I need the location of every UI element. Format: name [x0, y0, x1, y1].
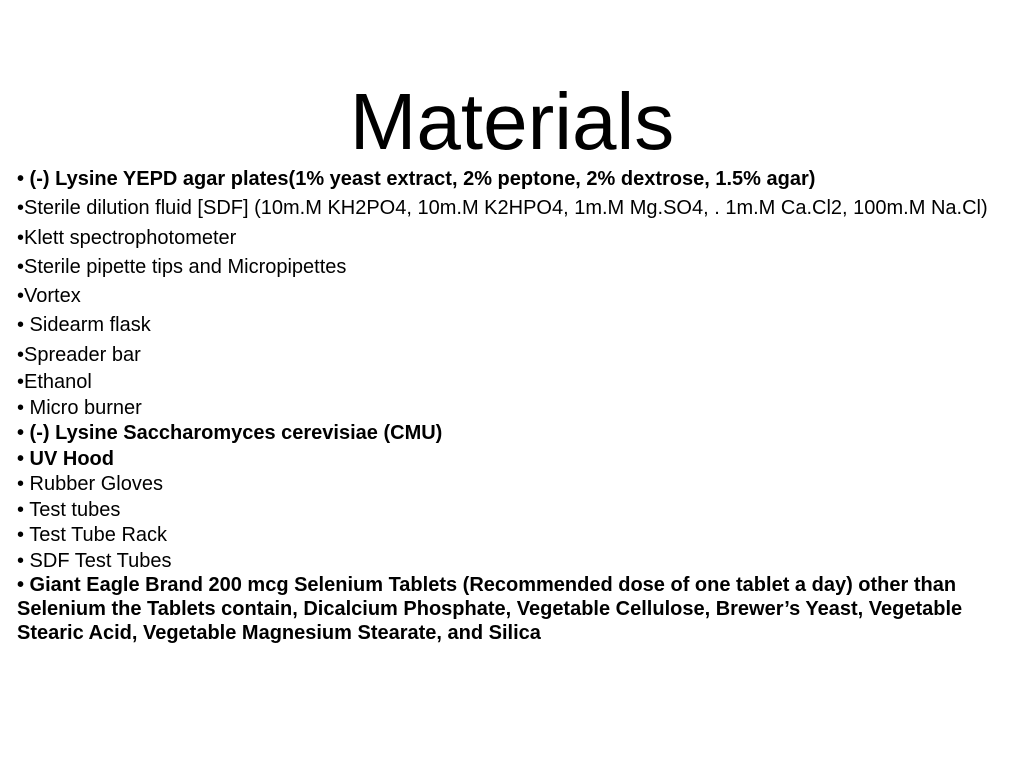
list-item: • (-) Lysine Saccharomyces cerevisiae (CMU) — [17, 422, 443, 445]
list-item: • Sidearm flask — [17, 314, 151, 337]
list-item: • Test Tube Rack — [17, 524, 168, 547]
list-item: •Ethanol — [17, 371, 92, 394]
list-item: • UV Hood — [17, 447, 114, 470]
slide-title: Materials — [349, 77, 675, 166]
list-item: •Vortex — [17, 285, 81, 308]
list-item: • Rubber Gloves — [17, 473, 163, 496]
list-item: • Micro burner — [17, 396, 142, 419]
list-item: • (-) Lysine YEPD agar plates(1% yeast extract, 2% peptone, 2% dextrose, 1.5% agar) — [17, 168, 816, 190]
list-item: •Sterile dilution fluid [SDF] (10m.M KH2PO4, 10m.M K2HPO4, 1m.M Mg.SO4, . 1m.M Ca.Cl2, 100m.M Na.Cl) — [17, 197, 988, 220]
list-item: • Test tubes — [17, 498, 121, 521]
list-item: • SDF Test Tubes — [17, 549, 172, 572]
list-item: •Klett spectrophotometer — [17, 226, 237, 249]
list-item: •Spreader bar — [17, 343, 141, 366]
materials-list — [17, 165, 1007, 645]
list-item: • Giant Eagle Brand 200 mcg Selenium Tablets (Recommended dose of one tablet a day) other than Selenium the Tablets contain, Dicalcium Phosphate, Vegetable Cellulose, Brewer’s Yeast, Vegetable Stearic Acid, Vegetable Magnesium Stearate, and Silica — [17, 574, 963, 644]
list-item: •Sterile pipette tips and Micropipettes — [17, 255, 347, 278]
